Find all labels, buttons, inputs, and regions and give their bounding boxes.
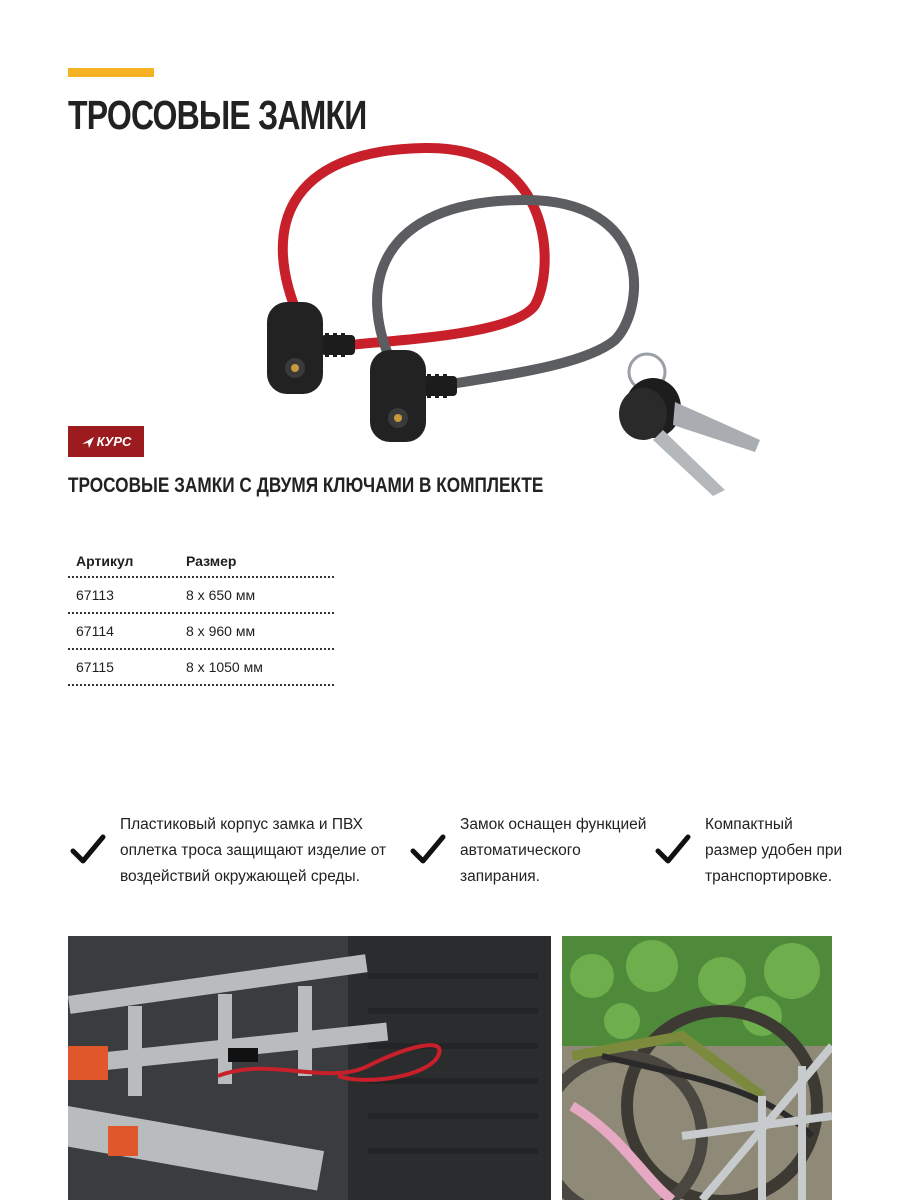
check-icon — [410, 832, 446, 868]
row-sku: 67114 — [76, 623, 114, 639]
truck-ladder-photo — [68, 936, 551, 1200]
title-accent-bar — [68, 68, 154, 77]
row-sku: 67113 — [76, 587, 114, 603]
row-size: 8 x 960 мм — [186, 623, 256, 639]
table-row — [68, 650, 334, 686]
check-icon — [70, 832, 106, 868]
header-size: Размер — [186, 553, 237, 569]
table-row — [68, 614, 334, 650]
check-icon — [655, 832, 691, 868]
row-size: 8 x 1050 мм — [186, 659, 263, 675]
table-row — [68, 578, 334, 614]
feature-text: Замок оснащен функцией автоматического запирания. — [460, 816, 647, 885]
row-sku: 67115 — [76, 659, 114, 675]
bicycle-rack-photo — [562, 936, 832, 1200]
feature-text: Компактный размер удобен при транспортировке. — [705, 816, 843, 885]
product-subtitle: ТРОСОВЫЕ ЗАМКИ С ДВУМЯ КЛЮЧАМИ В КОМПЛЕКТЕ — [68, 474, 544, 497]
feature-weather-protection — [70, 812, 390, 890]
product-image — [255, 140, 775, 500]
page-title: ТРОСОВЫЕ ЗАМКИ — [68, 92, 367, 138]
header-sku: Артикул — [76, 553, 134, 569]
brand-wing-icon — [81, 435, 95, 449]
feature-compact-size — [655, 812, 845, 890]
spec-table — [68, 546, 334, 686]
brand-name: КУРС — [96, 434, 132, 449]
feature-auto-lock — [410, 812, 650, 890]
row-size: 8 x 650 мм — [186, 587, 256, 603]
spec-table-header — [68, 546, 334, 578]
brand-logo — [68, 426, 144, 457]
feature-text: Пластиковый корпус замка и ПВХ оплетка троса защищают изделие от воздействий окружающей среды. — [120, 816, 387, 885]
